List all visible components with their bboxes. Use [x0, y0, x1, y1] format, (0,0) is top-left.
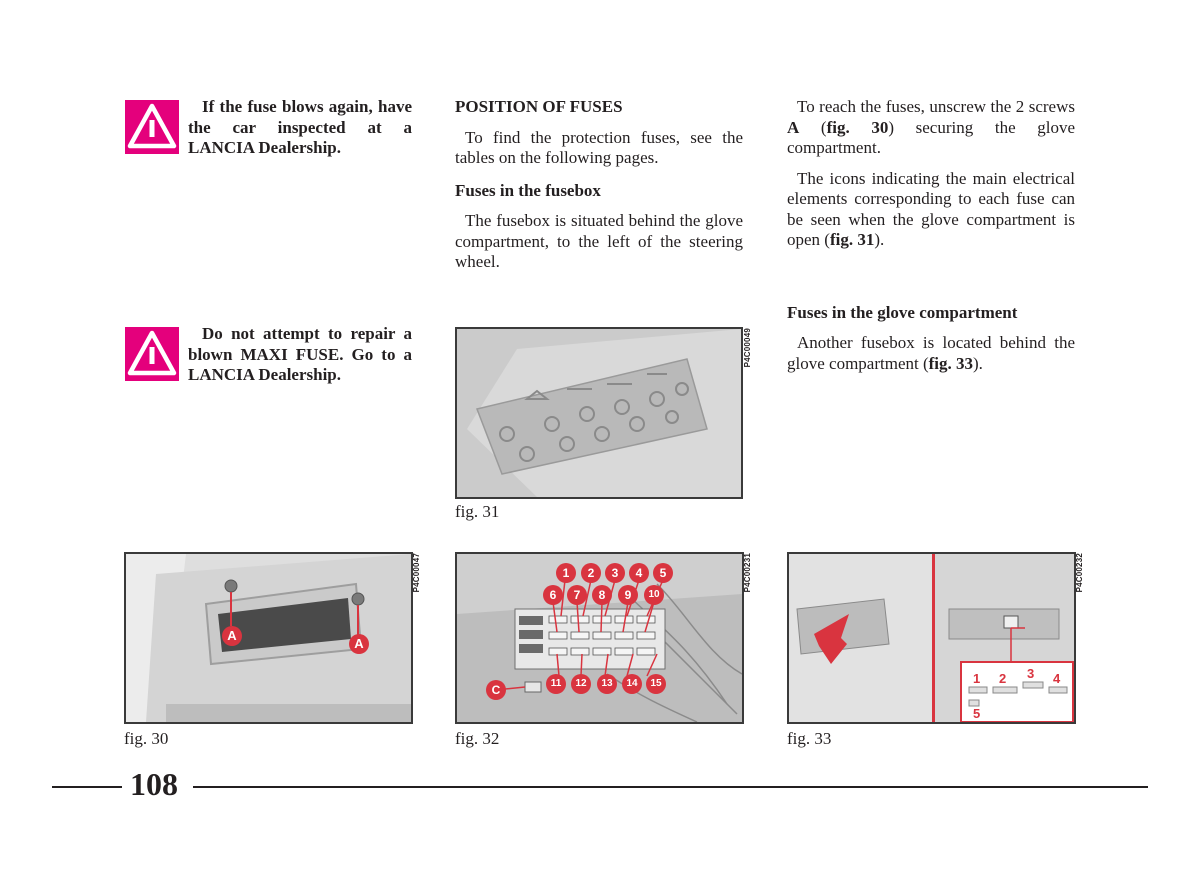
fuse-callout: 7 — [567, 585, 587, 605]
fuse-callout: 5 — [653, 563, 673, 583]
callout-c: C — [486, 680, 506, 700]
figure-30-image — [124, 552, 413, 724]
footer-rule-left — [52, 786, 122, 788]
fuse-callout: 4 — [629, 563, 649, 583]
fuse-callout: 15 — [646, 674, 666, 694]
middle-column — [455, 97, 743, 273]
page-number: 108 — [130, 766, 178, 802]
fuse-callout: 14 — [622, 674, 642, 694]
callout-a: A — [349, 634, 369, 654]
figure-33-image — [787, 552, 1076, 724]
fuse-callout: 9 — [618, 585, 638, 605]
fuse-callout: 13 — [597, 674, 617, 694]
figure-31-image — [455, 327, 743, 499]
section-heading: POSITION OF FUSES — [455, 97, 623, 116]
fuse-callout: 6 — [543, 585, 563, 605]
fuse-callouts-bottom — [546, 674, 676, 694]
fuse-callout: 2 — [581, 563, 601, 583]
figure-caption: fig. 32 — [455, 729, 500, 748]
fuse-callout: 1 — [556, 563, 576, 583]
fuse-label: 5 — [973, 706, 981, 721]
paragraph: To find the protection fuses, see the tables on the following pages. — [455, 127, 743, 167]
footer-rule-right — [193, 786, 1148, 788]
paragraph: The fusebox is situated behind the glove compartment, to the left of the steering wheel. — [455, 211, 743, 271]
figure-caption: fig. 31 — [455, 502, 500, 521]
figure-32-image — [455, 552, 744, 724]
figure-code: P4C00231 — [743, 553, 752, 593]
fuse-callout: 3 — [605, 563, 625, 583]
subheading: Fuses in the glove compartment — [787, 302, 1018, 322]
fuse-callout: 8 — [592, 585, 612, 605]
figure-code: P4C00047 — [412, 553, 421, 593]
figure-code: P4C00232 — [1075, 553, 1084, 593]
fuse-callout: 12 — [571, 674, 591, 694]
subheading: Fuses in the fusebox — [455, 180, 601, 200]
right-column — [787, 97, 1075, 374]
fuse-label: 3 — [1027, 666, 1035, 681]
paragraph: The icons indicating the main electrical elements corresponding to each fuse can be seen when the glove compartment is open (fig. 31). — [787, 168, 1075, 249]
warning-icon — [125, 100, 179, 154]
warning-text: Do not attempt to repair a blown MAXI FUSE. Go to a LANCIA Dealership. — [188, 324, 412, 384]
figure-caption: fig. 33 — [787, 729, 832, 748]
paragraph: To reach the fuses, unscrew the 2 screws A (fig. 30) securing the glove compartment. — [787, 97, 1075, 157]
figure-code: P4C00049 — [743, 328, 752, 368]
fuse-callout: 10 — [644, 585, 664, 605]
fuse-callouts-top — [556, 563, 686, 583]
fuse-label: 2 — [999, 671, 1007, 686]
fuse-callouts-middle — [543, 585, 673, 605]
warning-icon — [125, 327, 179, 381]
warning-text: If the fuse blows again, have the car inspected at a LANCIA Dealership. — [188, 97, 412, 157]
callout-a: A — [222, 626, 242, 646]
fuse-label: 1 — [973, 671, 981, 686]
fuse-callout: 11 — [546, 674, 566, 694]
figure-caption: fig. 30 — [124, 729, 169, 748]
paragraph: Another fusebox is located behind the glove compartment (fig. 33). — [787, 333, 1075, 373]
fuse-label: 4 — [1053, 671, 1061, 686]
